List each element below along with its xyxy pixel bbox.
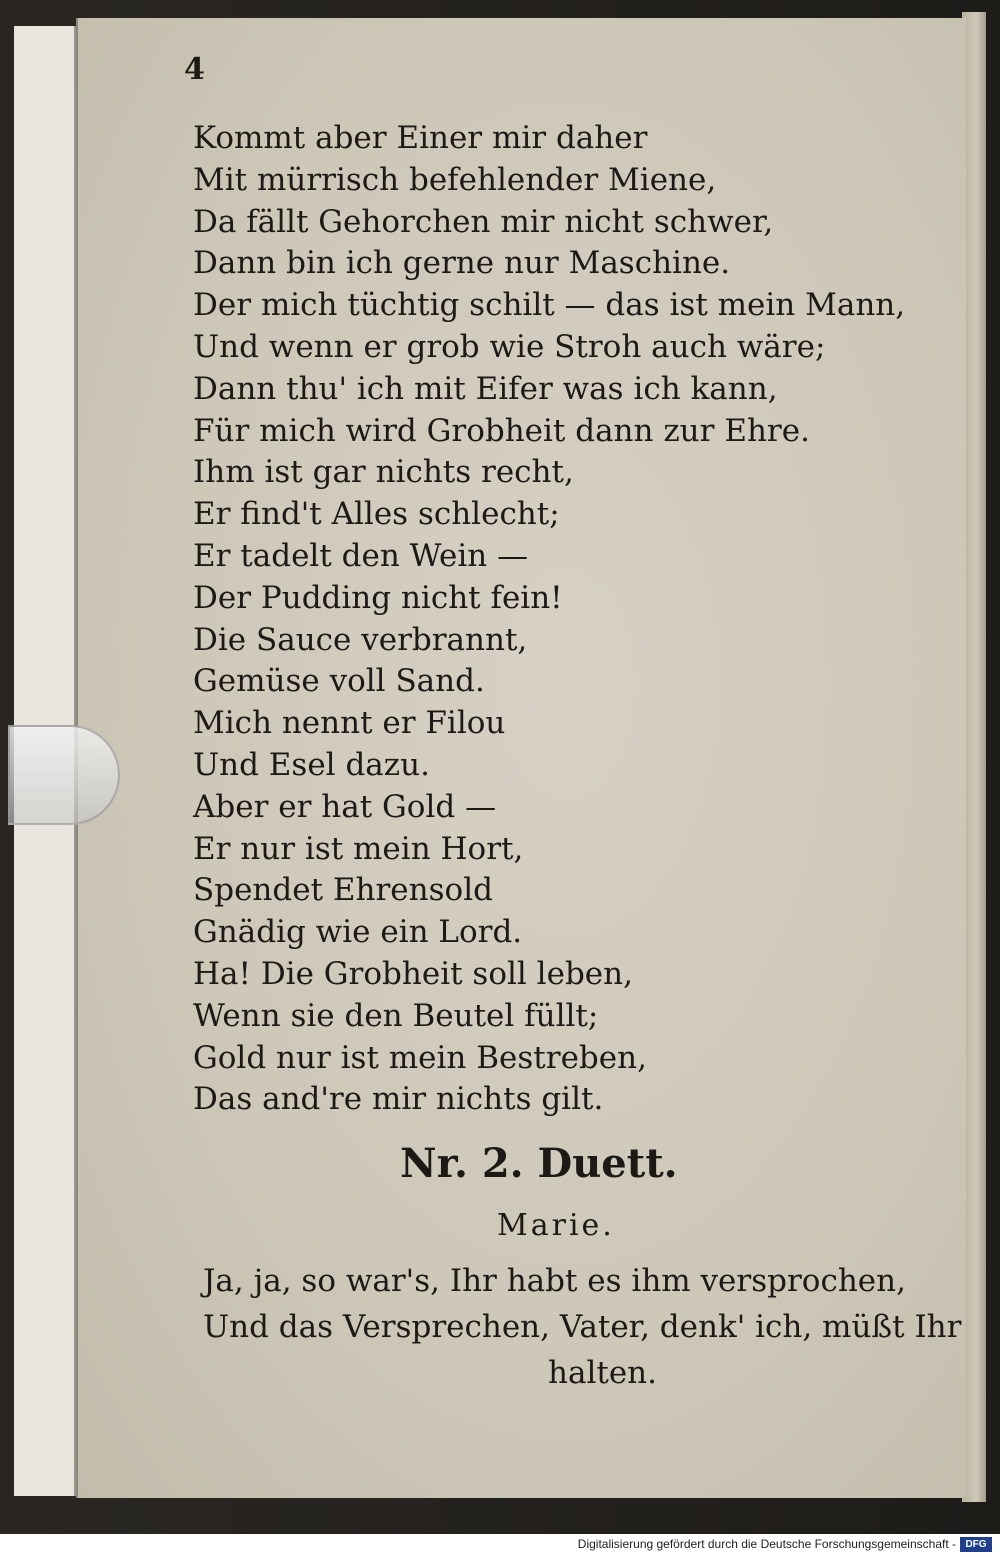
poem-line: Die Sauce verbrannt, (193, 621, 528, 658)
poem-line: Und wenn er grob wie Stroh auch wäre; (193, 328, 826, 365)
page-number: 4 (184, 52, 205, 87)
dfg-logo-icon[interactable]: DFG (960, 1537, 992, 1552)
poem-line: Der mich tüchtig schilt — das ist mein Mann, (193, 287, 906, 324)
section-heading: Nr. 2. Duett. (400, 1140, 678, 1187)
footer-credit: Digitalisierung gefördert durch die Deutsche Forschungsgemeinschaft - (577, 1537, 956, 1551)
poem-line: Kommt aber Einer mir daher (193, 120, 648, 156)
lyric-line: Und das Versprechen, Vater, denk' ich, müßt Ihr (203, 1309, 962, 1345)
poem-line: Ha! Die Grobheit soll leben, (193, 955, 633, 992)
poem-line: Da fällt Gehorchen mir nicht schwer, (193, 203, 774, 240)
lyric-line: Ja, ja, so war's, Ihr habt es ihm versprochen, (203, 1263, 906, 1299)
duet-text (203, 1258, 962, 1396)
poem-line: Mit mürrisch befehlender Miene, (193, 161, 717, 198)
poem-line: Er tadelt den Wein — (193, 537, 529, 574)
poem-line: Dann thu' ich mit Eifer was ich kann, (193, 370, 778, 407)
poem-line: Der Pudding nicht fein! (193, 579, 563, 616)
poem-line: Gnädig wie ein Lord. (193, 914, 523, 951)
footer-bar (0, 1534, 1000, 1557)
poem-line: Wenn sie den Beutel füllt; (193, 997, 599, 1034)
poem-text (193, 118, 913, 1121)
poem-line: Gold nur ist mein Bestreben, (193, 1039, 647, 1076)
poem-line: Ihm ist gar nichts recht, (193, 454, 574, 491)
poem-line: Spendet Ehrensold (193, 872, 493, 909)
poem-line: Er nur ist mein Hort, (193, 830, 524, 867)
poem-line: Aber er hat Gold — (193, 788, 497, 825)
poem-line: Für mich wird Grobheit dann zur Ehre. (193, 412, 810, 449)
page-clip (8, 725, 120, 825)
poem-line: Gemüse voll Sand. (193, 663, 485, 700)
poem-line: Und Esel dazu. (193, 746, 430, 783)
poem-line: Dann bin ich gerne nur Maschine. (193, 245, 731, 282)
poem-line: Er find't Alles schlecht; (193, 496, 560, 533)
lyric-line: halten. (548, 1355, 657, 1391)
speaker-name: Marie. (497, 1208, 615, 1243)
poem-line: Mich nennt er Filou (193, 705, 506, 742)
poem-line: Das and're mir nichts gilt. (193, 1081, 604, 1118)
